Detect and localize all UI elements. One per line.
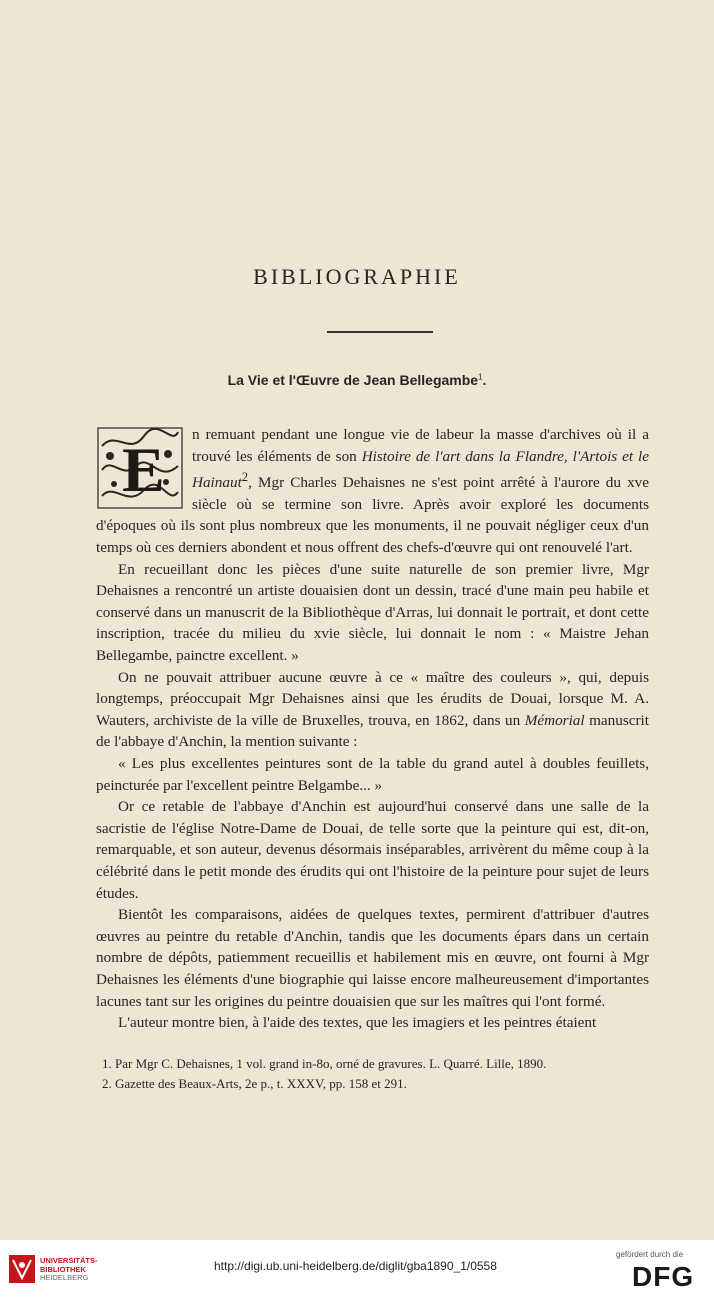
funded-by-label: gefördert durch die [616,1250,684,1259]
paragraph-1-rest: , Mgr Charles Dehaisnes ne s'est point arrêté à l'aurore du xve siècle où se termine son livre. Après avoir exploré les documents d'époques où ils sont plus nombreux que les monuments, il ne pouvait négliger ceux d'un temps où ces derniers abondent et nous offrent des chefs-d'œuvre qui ont renouvelé l'art. [96,474,649,557]
memorial-title: Mémorial [524,711,585,729]
library-line-3: HEIDELBERG [40,1273,89,1282]
university-library-logo[interactable] [40,1257,98,1283]
paragraph-3-lead: On ne pouvait attribuer aucune œuvre à ce « maître des couleurs », qui, depuis longtemps, préoccupait Mgr Dehaisnes ainsi que les érudits de Douai, lorsque M. A. Wauters, archiviste de la ville de Bruxelles, trouva, en 1862, dans un [96,668,649,729]
heading-rule [327,331,433,333]
library-line-1: UNIVERSITÄTS- [40,1256,98,1265]
footnote-2: 2. Gazette des Beaux-Arts, 2e p., t. XXXV, pp. 158 et 291. [102,1076,407,1091]
footnotes [102,1054,652,1094]
article-title-note: 1 [478,372,483,382]
paragraph-1-lead: n remuant pendant une longue vie de labeur la masse d'archives où il a trouvé les éléments de son [192,426,649,465]
paragraph-1 [96,424,649,559]
footnote-1: 1. Par Mgr C. Dehaisnes, 1 vol. grand in-8o, orné de gravures. L. Quarré. Lille, 1890. [102,1056,547,1071]
article-title-text: La Vie et l'Œuvre de Jean Bellegambe [227,372,479,388]
paragraph-7: L'auteur montre bien, à l'aide des textes, que les imagiers et les peintres étaient [118,1014,597,1032]
paragraph-3 [96,667,649,753]
library-line-2: BIBLIOTHEK [40,1264,86,1274]
paragraph-3-rest: manuscrit de l'abbaye d'Anchin, la mention suivante : [96,711,649,751]
permalink-url[interactable]: http://digi.ub.uni-heidelberg.de/diglit/gba1890_1/0558 [214,1259,497,1273]
dfg-logo[interactable]: DFG [632,1261,695,1292]
paragraph-6: Bientôt les comparaisons, aidées de quelques textes, permirent d'attribuer d'autres œuvres au peintre du retable d'Anchin, tandis que les documents épars dans un certain nombre de dépôts, patiemment recueillis et habilement mis en œuvre, ont fourni à Mgr Dehaisnes les éléments d'une biographie qui laisse encore malheureusement d'importantes lacunes tant sur les origines du peintre douaisien que sur les maîtres qui l'ont formé. [96,906,649,1010]
article-title: La Vie et l'Œuvre de Jean Bellegambe$^1$. [227,372,487,388]
paragraph-5: Or ce retable de l'abbaye d'Anchin est aujourd'hui conservé dans une salle de la sacristie de l'église Notre-Dame de Douai, de telle sorte que la peinture qui est, dit-on, remarquable, et son auteur, devenus désormais inséparables, arrivèrent du même coup à la célébrité dans le petit monde des érudits qui ont l'histoire de la peinture pour sujet de leurs études. [96,798,649,902]
book-title: Histoire de l'art dans la Flandre, l'Artois et le Hainaut [192,447,649,492]
viewer-footer [0,1240,714,1298]
page-heading: BIBLIOGRAPHIE [253,264,461,289]
ornamental-initial [96,426,184,510]
footnote-ref-2: 2 [241,470,249,485]
article-body [96,424,649,1034]
paragraph-4: « Les plus excellentes peintures sont de la table du grand autel à doubles feuillets, peincturée par l'excellent peintre Belgambe... » [96,754,649,794]
university-seal-icon[interactable] [8,1254,36,1284]
dropcap-letter: E [122,434,165,505]
paragraph-2: En recueillant donc les pièces d'une suite naturelle de son premier livre, Mgr Dehaisnes a rencontré un artiste douaisien dont un dessin, tracé d'une main peu habile et conservé dans un manuscrit de la Bibliothèque d'Arras, lui donnait le portrait, et dont cette inscription, tracée du milieu du xvie siècle, lui donnait le nom : « Maistre Jehan Bellegambe, painctre excellent. » [96,560,649,664]
